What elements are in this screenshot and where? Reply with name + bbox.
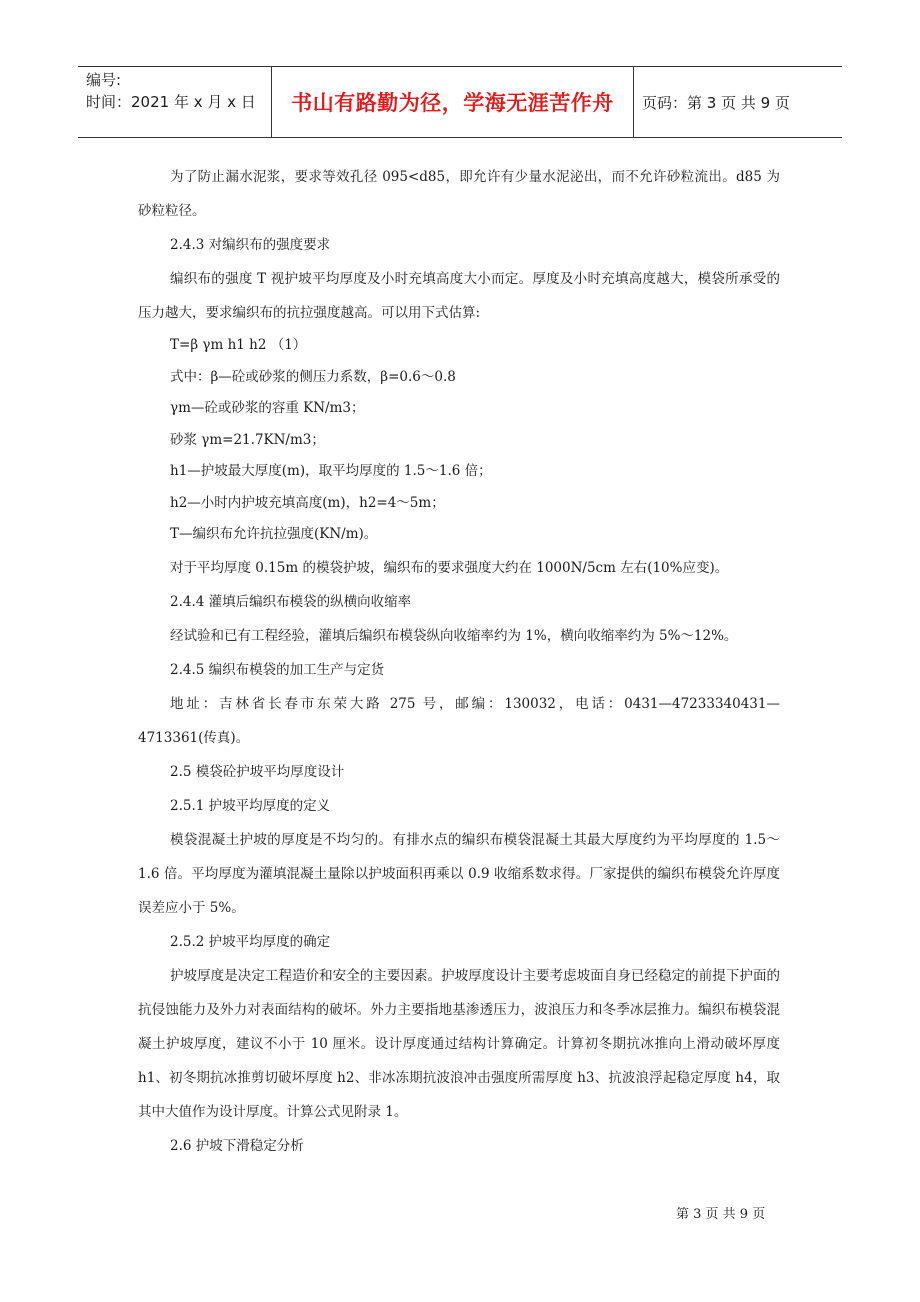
- header-page-cell: [634, 67, 842, 137]
- paragraph-supplier-address: 地址：吉林省长春市东荣大路 275 号，邮编：130032，电话：0431—47233340431—4713361(传真)。: [138, 695, 780, 746]
- document-date: 时间：2021 年 x 月 x 日: [86, 93, 256, 111]
- formula-line: T=β γm h1 h2 （1）: [170, 337, 307, 353]
- header-meta-cell: [78, 67, 272, 137]
- definition-beta: 式中：β—砼或砂浆的侧压力系数，β=0.6～0.8: [170, 368, 456, 385]
- section-heading-2-6: 2.6 护坡下滑稳定分析: [170, 1137, 304, 1154]
- page-footer: 第 3 页 共 9 页: [676, 1207, 766, 1222]
- document-body: [138, 160, 780, 1163]
- definition-h2: h2—小时内护坡充填高度(m)，h2=4～5m；: [170, 494, 445, 511]
- paragraph-strength-requirement: 编织布的强度 T 视护坡平均厚度及小时充填高度大小而定。厚度及小时充填高度越大，模袋所承受的压力越大，要求编织布的抗拉强度越高。可以用下式估算:: [138, 271, 780, 321]
- document-number-label: 编号:: [86, 71, 122, 89]
- section-heading-2-4-3: 2.4.3 对编织布的强度要求: [170, 237, 331, 253]
- definition-T: T—编织布允许抗拉强度(KN/m)。: [170, 526, 378, 542]
- header-page-info: 页码：第 3 页 共 9 页: [642, 93, 790, 112]
- section-heading-2-5-2: 2.5.2 护坡平均厚度的确定: [170, 933, 331, 950]
- page-header: [78, 66, 842, 138]
- definition-h1: h1—护坡最大厚度(m)，取平均厚度的 1.5～1.6 倍；: [170, 463, 492, 479]
- paragraph-thickness-definition: 模袋混凝土护坡的厚度是不均匀的。有排水点的编织布模袋混凝土其最大厚度约为平均厚度的 1.5～1.6 倍。平均厚度为灌填混凝土量除以护坡面积再乘以 0.9 收缩系数求得。厂家提供的编织布模袋允许厚度误差应小于 5%。: [138, 831, 780, 916]
- header-motto: 书山有路勤为径，学海无涯苦作舟: [291, 91, 614, 115]
- paragraph-shrinkage-rate: 经试验和已有工程经验，灌填后编织布模袋纵向收缩率约为 1%，横向收缩率约为 5%～12%。: [170, 627, 738, 644]
- header-motto-cell: [272, 67, 634, 137]
- section-heading-2-5: 2.5 模袋砼护坡平均厚度设计: [170, 763, 345, 780]
- paragraph-required-strength: 对于平均厚度 0.15m 的模袋护坡，编织布的要求强度大约在 1000N/5cm 左右(10%应变)。: [170, 559, 729, 576]
- definition-mortar: 砂浆 γm=21.7KN/m3；: [170, 431, 325, 448]
- paragraph-thickness-determination: 护坡厚度是决定工程造价和安全的主要因素。护坡厚度设计主要考虑坡面自身已经稳定的前提下护面的抗侵蚀能力及外力对表面结构的破坏。外力主要指地基渗透压力，波浪压力和冬季冰层推力。编织布模袋混凝土护坡厚度，建议不小于 10 厘米。设计厚度通过结构计算确定。计算初冬期抗冰推向上滑动破坏厚度 h1、初冬期抗冰推剪切破坏厚度 h2、非冰冻期抗波浪冲击强度所需厚度 h3、抗波浪浮起稳定厚度 h4，取其中大值作为设计厚度。计算公式见附录 1。: [138, 967, 780, 1120]
- section-heading-2-5-1: 2.5.1 护坡平均厚度的定义: [170, 797, 331, 814]
- paragraph-filter-requirement: 为了防止漏水泥浆，要求等效孔径 095<d85，即允许有少量水泥泌出，而不允许砂粒流出。d85 为砂粒粒径。: [138, 169, 780, 219]
- section-heading-2-4-5: 2.4.5 编织布模袋的加工生产与定货: [170, 661, 385, 678]
- definition-gamma: γm—砼或砂浆的容重 KN/m3；: [170, 400, 365, 416]
- section-heading-2-4-4: 2.4.4 灌填后编织布模袋的纵横向收缩率: [170, 593, 412, 610]
